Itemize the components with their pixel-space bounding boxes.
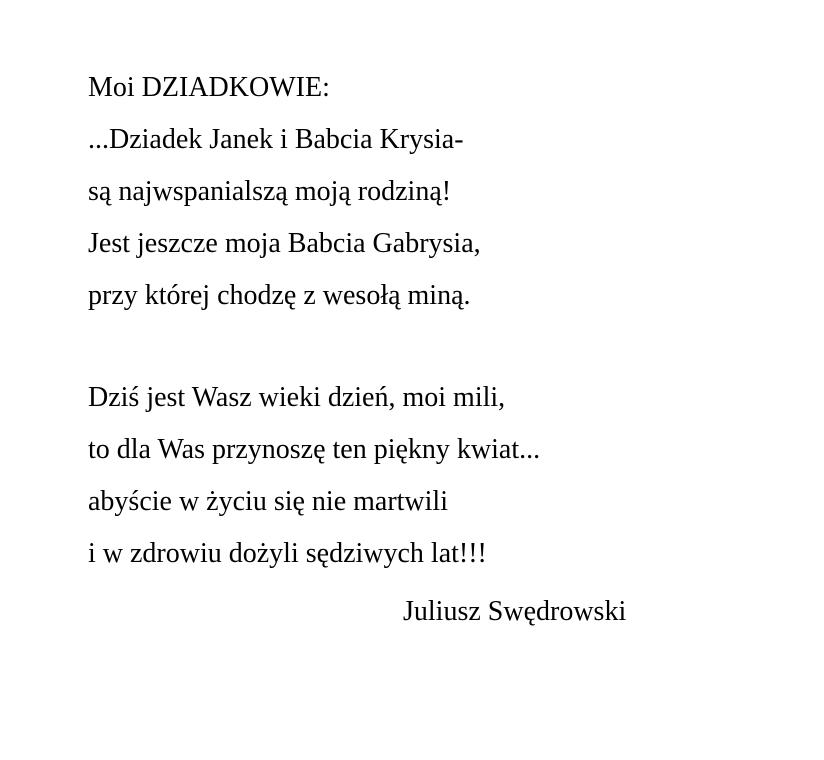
poem-stanza-1: [88, 114, 788, 322]
poem-author: Juliusz Swędrowski: [403, 596, 627, 627]
poem-line: i w zdrowiu dożyli sędziwych lat!!!: [88, 538, 487, 569]
poem-line: Jest jeszcze moja Babcia Gabrysia,: [88, 228, 481, 259]
poem-line: Dziś jest Wasz wieki dzień, moi mili,: [88, 382, 506, 413]
poem-line: są najwspanialszą moją rodziną!: [88, 176, 452, 207]
poem-line: przy której chodzę z wesołą miną.: [88, 280, 471, 311]
poem-title: Moi DZIADKOWIE:: [88, 72, 330, 103]
poem-line: abyście w życiu się nie martwili: [88, 486, 448, 517]
stanza-divider: [88, 322, 788, 372]
poem-line: to dla Was przynoszę ten piękny kwiat...: [88, 434, 541, 465]
poem-stanza-2: [88, 372, 788, 580]
poem-body: [88, 62, 788, 580]
poem-line: ...Dziadek Janek i Babcia Krysia-: [88, 124, 464, 155]
